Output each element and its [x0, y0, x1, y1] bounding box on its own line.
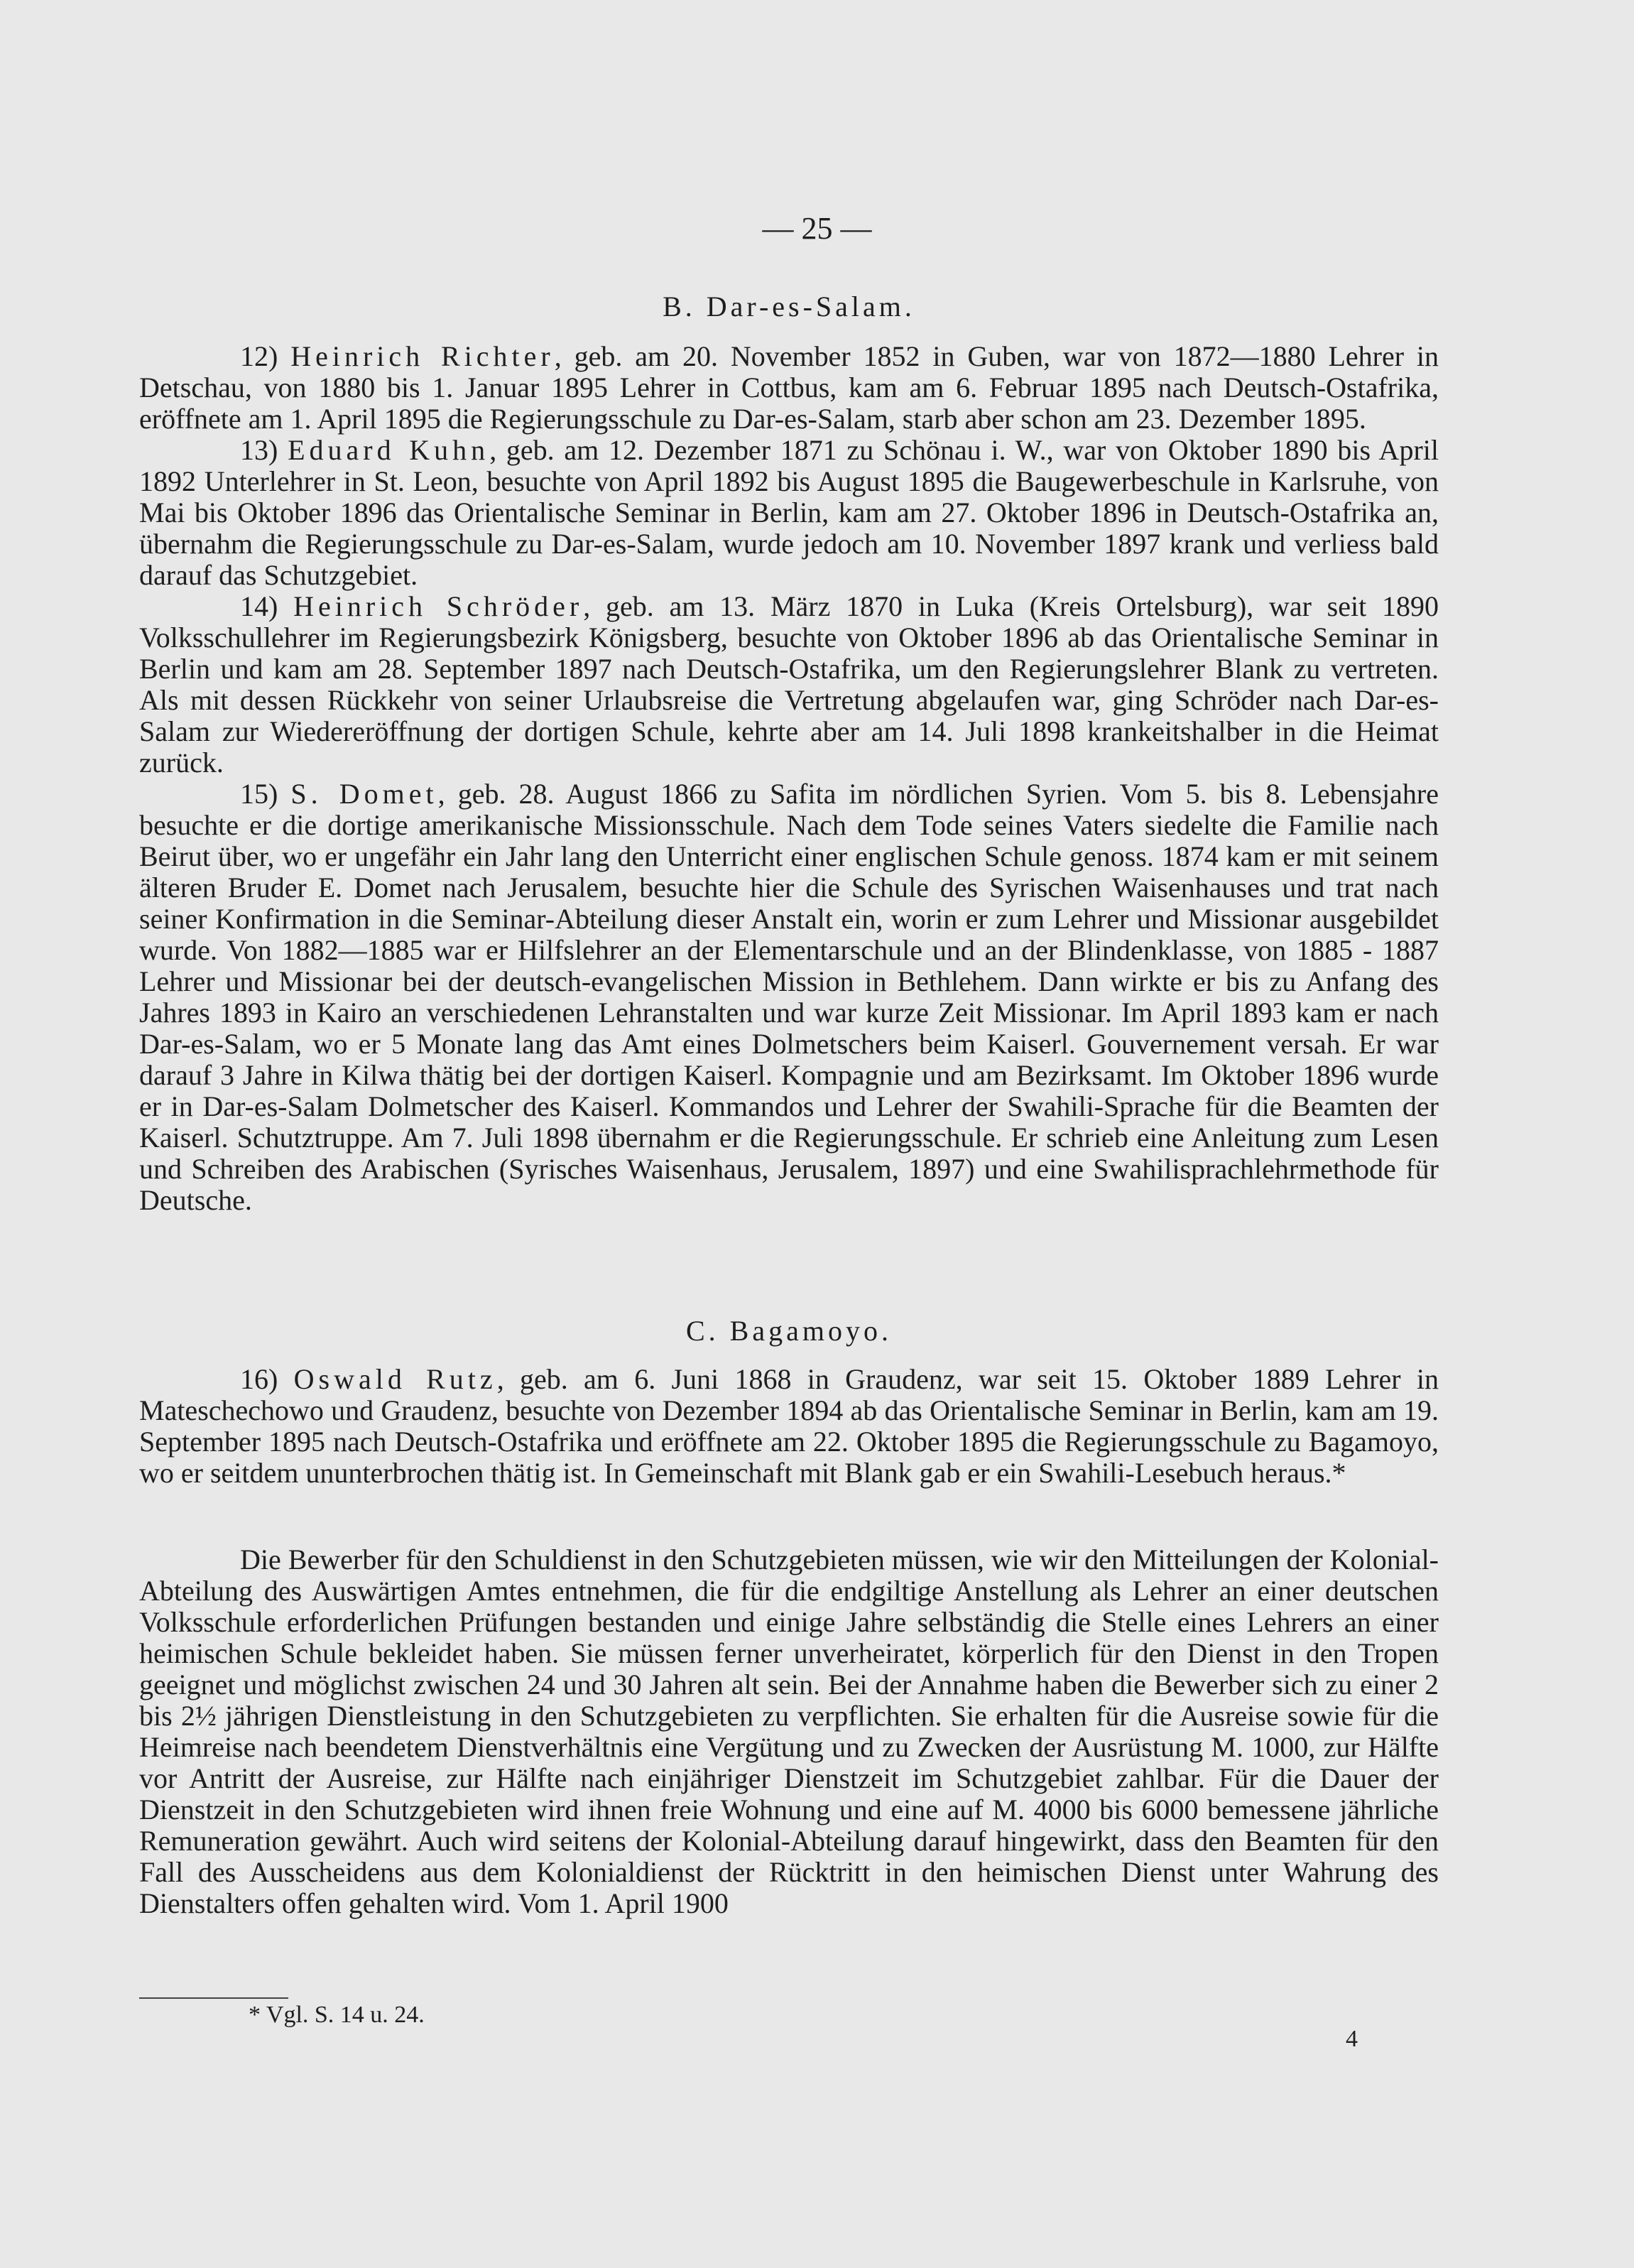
entry-text: , geb. am 20. November 1852 in Guben, war von 1872—1880 Lehrer in Detschau, von 1880 bis 1. Januar 1895 Lehrer in Cottbus, kam am 6. Februar 1895 nach Deutsch-Ostafrika, eröffnete am 1. April 1895 die Regierungsschule zu Dar-es-Salam, starb aber schon am 23. Dezember 1895.: [139, 340, 1439, 435]
entry-number: 15): [240, 778, 278, 810]
entry-12: [139, 341, 1439, 435]
entry-text: , geb. am 12. Dezember 1871 zu Schönau i. W., war von Oktober 1890 bis April 1892 Unterlehrer in St. Leon, besuchte von April 1892 bis August 1895 die Baugewerbeschule in Karlsruhe, von Mai bis Oktober 1896 das Orientalische Seminar in Berlin, kam am 27. Oktober 1896 in Deutsch-Ostafrika an, übernahm die Regierungsschule zu Dar-es-Salam, wurde jedoch am 10. November 1897 krank und verliess bald darauf das Schutzgebiet.: [139, 434, 1439, 591]
section-b-title: B. Dar-es-Salam.: [663, 291, 915, 322]
entry-text: , geb. am 6. Juni 1868 in Graudenz, war seit 15. Oktober 1889 Lehrer in Mateschechowo und Graudenz, besuchte von Dezember 1894 ab das Orientalische Seminar in Berlin, kam am 19. September 1895 nach Deutsch-Ostafrika und eröffnete am 22. Oktober 1895 die Regierungsschule zu Bagamoyo, wo er seitdem ununterbrochen thätig ist. In Gemeinschaft mit Blank gab er ein Swahili-Lesebuch heraus.*: [139, 1363, 1439, 1489]
footnote: * Vgl. S. 14 u. 24.: [249, 2002, 425, 2028]
entry-15: [139, 778, 1439, 1216]
signature-mark: 4: [1346, 2026, 1358, 2052]
entry-13: [139, 435, 1439, 591]
entry-14: [139, 591, 1439, 778]
person-name: Heinrich Richter: [290, 340, 555, 372]
closing-section: [139, 1544, 1439, 1919]
person-name: S. Domet: [290, 778, 438, 810]
entry-text: , geb. am 13. März 1870 in Luka (Kreis Ortelsburg), war seit 1890 Volksschullehrer im Regierungsbezirk Königsberg, besuchte von Oktober 1896 ab das Orientalische Seminar in Berlin und kam am 28. September 1897 nach Deutsch-Ostafrika, um den Regierungslehrer Blank zu vertreten. Als mit dessen Rückkehr von seiner Urlaubsreise die Vertretung abgelaufen war, ging Schröder nach Dar-es-Salam zur Wiedereröffnung der dortigen Schule, kehrte aber am 14. Juli 1898 krankeitshalber in die Heimat zurück.: [139, 590, 1439, 778]
closing-paragraph: Die Bewerber für den Schuldienst in den Schutzgebieten müssen, wie wir den Mitteilungen der Kolonial-Abteilung des Auswärtigen Amtes entnehmen, die für die endgiltige Anstellung als Lehrer an einer deutschen Volksschule erforderlichen Prüfungen bestanden und einige Jahre selbständig die Stelle eines Lehrers an einer heimischen Schule bekleidet haben. Sie müssen ferner unverheiratet, körperlich für den Dienst in den Tropen geeignet und möglichst zwischen 24 und 30 Jahren alt sein. Bei der Annahme haben die Bewerber sich zu einer 2 bis 2½ jährigen Dienstleistung in den Schutzgebieten zu verpflichten. Sie erhalten für die Ausreise sowie für die Heimreise nach beendetem Dienstverhältnis eine Vergütung und zu Zwecken der Ausrüstung M. 1000, zur Hälfte vor Antritt der Ausreise, zur Hälfte nach einjähriger Dienstzeit im Schutzgebiet zahlbar. Für die Dauer der Dienstzeit in den Schutzgebieten wird ihnen freie Wohnung und eine auf M. 4000 bis 6000 bemessene jährliche Remuneration gewährt. Auch wird seitens der Kolonial-Abteilung darauf hingewirkt, dass den Beamten für den Fall des Ausscheidens aus dem Kolonialdienst der Rücktritt in den heimischen Dienst unter Wahrung des Dienstalters offen gehalten wird. Vom 1. April 1900: [139, 1543, 1439, 1919]
page-number-header: — 25 —: [762, 211, 872, 246]
footnote-divider: [139, 1997, 288, 1999]
entry-number: 13): [240, 434, 278, 466]
entry-number: 14): [240, 590, 278, 622]
person-name: Heinrich Schröder: [293, 590, 584, 622]
entry-text: , geb. 28. August 1866 zu Safita im nördlichen Syrien. Vom 5. bis 8. Lebensjahre besuchte er die dortige amerikanische Missionsschule. Nach dem Tode seines Vaters siedelte die Familie nach Beirut über, wo er ungefähr ein Jahr lang den Unterricht einer englischen Schule genoss. 1874 kam er mit seinem älteren Bruder E. Domet nach Jerusalem, besuchte hier die Schule des Syrischen Waisenhauses und trat nach seiner Konfirmation in die Seminar-Abteilung dieser Anstalt ein, worin er zum Lehrer und Missionar ausgebildet wurde. Von 1882—1885 war er Hilfslehrer an der Elementarschule und an der Blindenklasse, von 1885 - 1887 Lehrer und Missionar bei der deutsch-evangelischen Mission in Bethlehem. Dann wirkte er bis zu Anfang des Jahres 1893 in Kairo an verschiedenen Lehranstalten und war kurze Zeit Missionar. Im April 1893 kam er nach Dar-es-Salam, wo er 5 Monate lang das Amt eines Dolmetschers beim Kaiserl. Gouvernement versah. Er war darauf 3 Jahre in Kilwa thätig bei der dortigen Kaiserl. Kompagnie und am Bezirksamt. Im Oktober 1896 wurde er in Dar-es-Salam Dolmetscher des Kaiserl. Kommandos und Lehrer der Swahili-Sprache für die Beamten der Kaiserl. Schutztruppe. Am 7. Juli 1898 übernahm er die Regierungsschule. Er schrieb eine Anleitung zum Lesen und Schreiben des Arabischen (Syrisches Waisenhaus, Jerusalem, 1897) und eine Swahilisprachlehrmethode für Deutsche.: [139, 778, 1439, 1216]
section-b-entries: [139, 341, 1439, 1216]
entry-number: 16): [240, 1363, 278, 1395]
section-b: [139, 291, 1439, 322]
section-c-title: C. Bagamoyo.: [686, 1315, 892, 1347]
section-c: [139, 1315, 1439, 1347]
entry-number: 12): [240, 340, 278, 372]
section-c-entries: [139, 1364, 1439, 1489]
person-name: Eduard Kuhn: [288, 434, 490, 466]
person-name: Oswald Rutz: [293, 1363, 497, 1395]
entry-16: [139, 1364, 1439, 1489]
